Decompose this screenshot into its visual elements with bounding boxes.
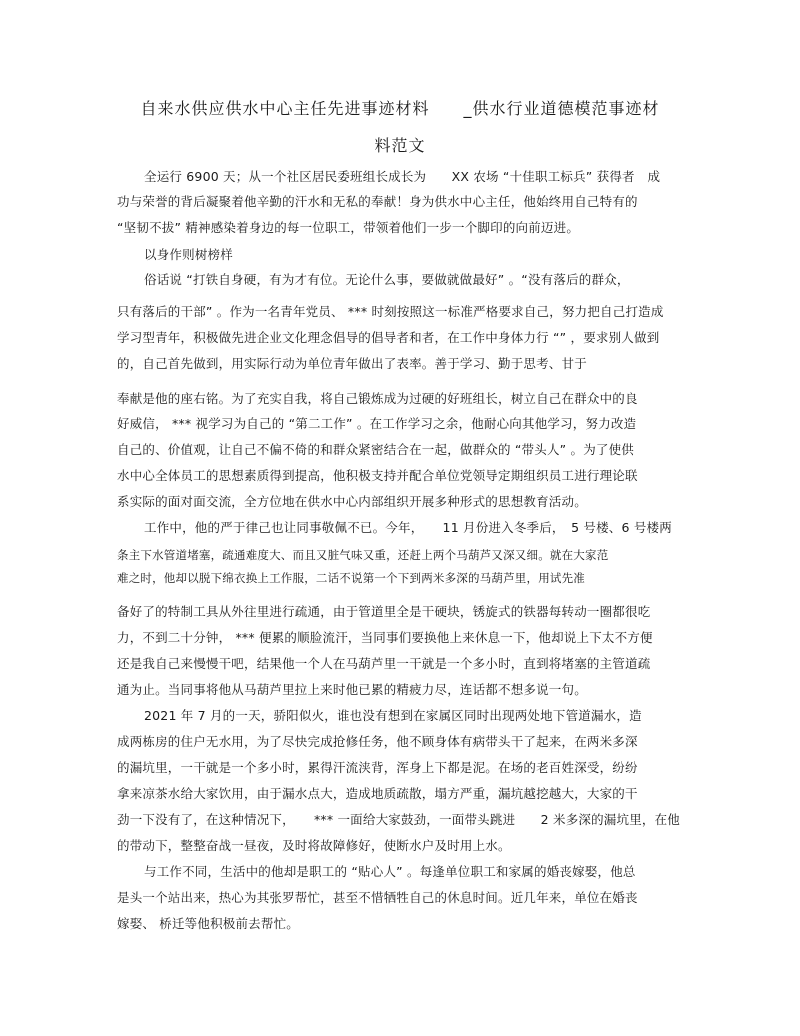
paragraph-line: 的带动下，整整奋战一昼夜，及时将故障修好，使断水户及时用上水。	[117, 838, 511, 853]
paragraph-line: “坚韧不拔” 精神感染着身边的每一位职工，带领着他们一步一个脚印的向前迈进。	[117, 220, 580, 235]
paragraph-line: 俗话说 “打铁自身硬，有为才有位。无论什么事，要做就做最好” 。“没有落后的群众，	[144, 272, 630, 287]
paragraph-line: 2021 年 7 月的一天，骄阳似火，谁也没有想到在家属区同时出现两处地下管道漏水，造	[144, 708, 642, 723]
paragraph-line: 自己的、价值观，让自己不偏不倚的和群众紧密结合在一起，做群众的 “带头人” 。为了使供	[117, 442, 635, 457]
document-title-line-1: 自来水供应供水中心主任先进事迹材料 _供水行业道德模范事迹材	[140, 99, 660, 118]
paragraph-line: 只有落后的干部” 。作为一名青年党员、 *** 时刻按照这一标准严格要求自己，努力把自己打造成	[117, 304, 664, 319]
paragraph-line: 的漏坑里，一干就是一个多小时，累得汗流浃背，浑身上下都是泥。在场的老百姓深受，纷纷	[117, 760, 638, 775]
paragraph-line: 力，不到二十分钟， *** 便累的顺脸流汗，当同事们要换他上来休息一下，他却说上下太不方便	[117, 630, 653, 645]
paragraph-line: 成两栋房的住户无水用，为了尽快完成抢修任务，他不顾身体有病带头干了起来，在两米多深	[117, 734, 638, 749]
paragraph-line: 还是我自己来慢慢干吧，结果他一个人在马葫芦里一干就是一个多小时，直到将堵塞的主管道疏	[117, 656, 651, 671]
document-title-line-2: 料范文	[374, 136, 426, 155]
paragraph-line: 条主下水管道堵塞，疏通难度大、而且又脏气味又重，还赶上两个马葫芦又深又细。就在大家范	[117, 548, 609, 562]
paragraph-line: 奉献是他的座右铭。为了充实自我，将自己锻炼成为过硬的好班组长，树立自己在群众中的良	[117, 391, 638, 406]
paragraph-line: 劲一下没有了，在这种情况下， *** 一面给大家鼓劲，一面带头跳进 2 米多深的漏坑里，在他	[117, 812, 681, 827]
paragraph-line: 系实际的面对面交流，全方位地在供水中心内部组织开展多种形式的思想教育活动。	[117, 494, 587, 509]
paragraph-line: 功与荣誉的背后凝聚着他辛勤的汗水和无私的奉献！身为供水中心主任，他始终用自己特有的	[117, 194, 638, 209]
paragraph-line: 与工作不同，生活中的他却是职工的 “贴心人” 。每逢单位职工和家属的婚丧嫁娶，他总	[144, 864, 636, 879]
paragraph-line: 难之时，他却以脱下绵衣换上工作服，二话不说第一个下到两米多深的马葫芦里，用试先准	[117, 571, 585, 585]
paragraph-line: 水中心全体员工的思想素质得到提高，他积极支持并配合单位党领导定期组织员工进行理论联	[117, 468, 638, 483]
paragraph-line: 通为止。当同事将他从马葫芦里拉上来时他已累的精疲力尽，连话都不想多说一句。	[117, 682, 587, 697]
paragraph-line: 工作中，他的严于律己也让同事敬佩不已。今年， 11 月份进入冬季后， 5 号楼、6 号楼两	[144, 520, 672, 535]
paragraph-line: 学习型青年，积极做先进企业文化理念倡导的倡导者和者，在工作中身体力行 “” ，要求别人做到	[117, 330, 660, 345]
paragraph-line: 全运行 6900 天；从一个社区居民委班组长成长为 XX 农场 “十佳职工标兵” 获得者 成	[144, 169, 661, 184]
paragraph-line: 好威信， *** 视学习为自己的 “第二工作” 。在工作学习之余，他耐心向其他学习，努力改造	[117, 416, 637, 431]
paragraph-line: 拿来凉茶水给大家饮用，由于漏水点大，造成地质疏散，塌方严重，漏坑越挖越大，大家的干	[117, 786, 638, 801]
paragraph-line: 的，自己首先做到，用实际行动为单位青年做出了表率。善于学习、勤于思考、甘于	[117, 356, 587, 371]
section-heading: 以身作则树榜样	[144, 247, 233, 262]
paragraph-line: 是头一个站出来，热心为其张罗帮忙，甚至不惜牺牲自己的休息时间。近几年来，单位在婚丧	[117, 890, 638, 905]
paragraph-line: 备好了的特制工具从外往里进行疏通，由于管道里全是干硬块，锈旋式的铁器每转动一圈都很吃	[117, 604, 651, 619]
paragraph-line: 嫁娶、 桥迁等他积极前去帮忙。	[117, 916, 299, 931]
